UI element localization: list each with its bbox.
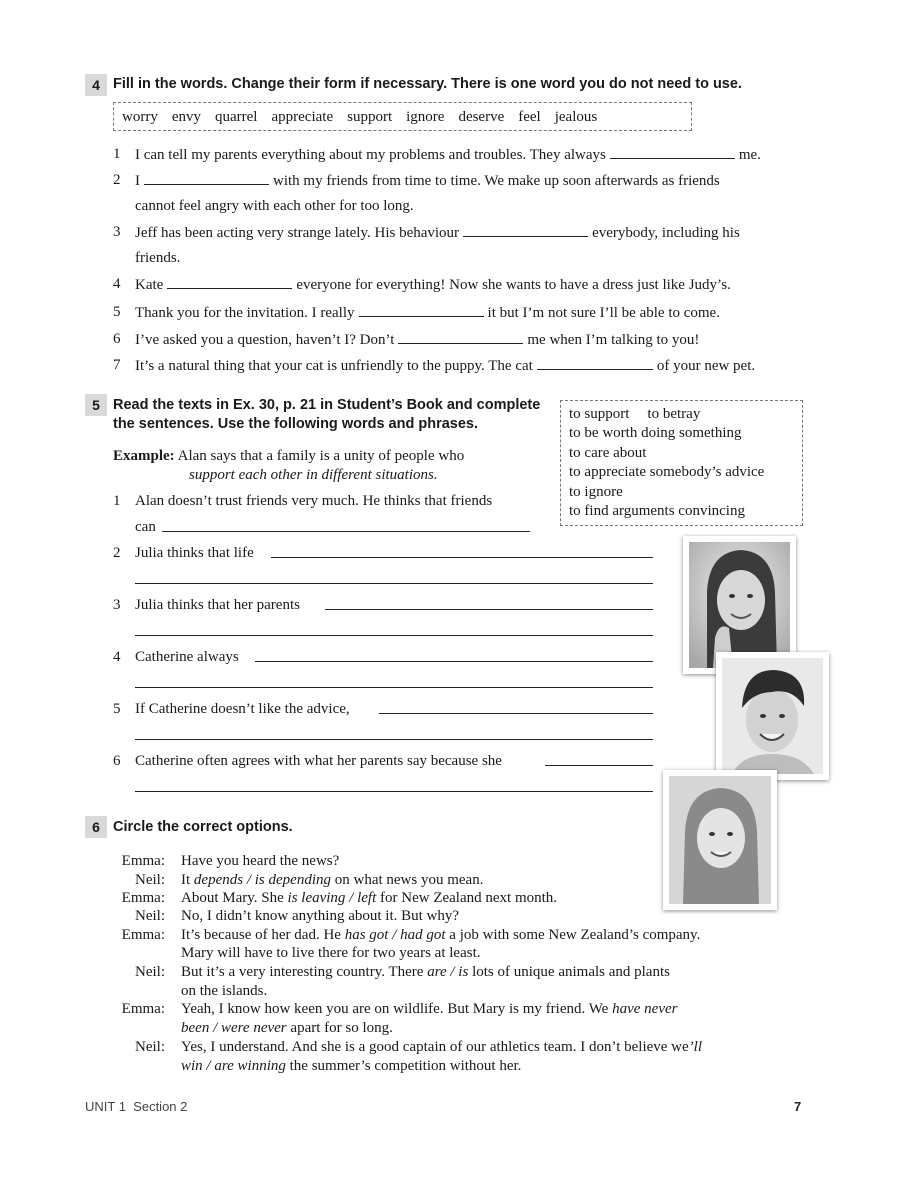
speaker-name: Emma:: [121, 890, 165, 906]
item-number: 3: [113, 597, 121, 613]
girl-2-portrait-image: [669, 776, 771, 904]
speaker-name: Neil:: [135, 964, 165, 980]
item-number: 2: [113, 545, 121, 561]
sentence-line: [135, 302, 720, 323]
dialogue-text: Yeah, I know how keen you are on wildlife. But Mary is my friend. We: [181, 1001, 613, 1017]
sentence-line: Alan doesn’t trust friends very much. He thinks that friends: [135, 493, 493, 509]
dialogue-line: [181, 963, 670, 982]
dialogue-line: [181, 1057, 521, 1076]
phrase-row: [569, 405, 764, 424]
answer-line[interactable]: [379, 713, 653, 714]
word-option: worry: [122, 109, 158, 125]
sentence-line: Catherine always: [135, 649, 239, 665]
word-option: envy: [171, 109, 201, 125]
dialogue-text: It’s because of her dad. He: [181, 927, 345, 943]
dialogue-text: for New Zealand next month.: [376, 890, 558, 906]
answer-line[interactable]: [255, 661, 653, 662]
photo-boy: [716, 652, 829, 780]
sentence-text: I can tell my parents everything about my problems and troubles. They always: [135, 147, 606, 163]
footer-unit: UNIT 1: [85, 1099, 126, 1114]
answer-line[interactable]: [271, 557, 653, 558]
photo-girl-2: [663, 770, 777, 910]
sentence-text: I’ve asked you a question, haven’t I? Don’t: [135, 332, 395, 348]
sentence-line: [135, 170, 720, 191]
item-number: 1: [113, 493, 121, 509]
dialogue-line: [181, 926, 700, 945]
girl-1-portrait-image: [689, 542, 790, 668]
answer-blank[interactable]: [610, 144, 735, 159]
phrase-option: to support: [569, 406, 630, 422]
item-number: 4: [113, 276, 121, 292]
speaker-name: Neil:: [135, 1039, 165, 1055]
answer-blank[interactable]: [359, 302, 484, 317]
sentence-line: [135, 222, 740, 243]
word-option: deserve: [458, 109, 505, 125]
exercise-5-phrase-box: [560, 400, 803, 526]
sentence-line: [135, 144, 761, 165]
example-label: Example:: [113, 448, 175, 464]
example-line-2: support each other in different situations.: [189, 467, 438, 483]
sentence-line: Julia thinks that life: [135, 545, 254, 561]
answer-line[interactable]: [135, 791, 653, 792]
word-option: appreciate: [271, 109, 334, 125]
dialogue-line: [181, 1019, 393, 1038]
dialogue-text: on what news you mean.: [330, 872, 484, 888]
dialogue-text: It: [181, 872, 194, 888]
example-line-1: Alan says that a family is a unity of people who: [177, 448, 465, 464]
sentence-text: me when I’m talking to you!: [527, 332, 700, 348]
phrase-option: to appreciate somebody’s advice: [569, 464, 765, 481]
dialogue-text: But it’s a very interesting country. There: [181, 964, 428, 980]
answer-line[interactable]: [545, 765, 653, 766]
answer-line[interactable]: [162, 531, 530, 532]
dialogue-line: [181, 982, 267, 1001]
answer-blank[interactable]: [463, 222, 588, 237]
sentence-text: I: [135, 173, 140, 189]
sentence-text: with my friends from time to time. We make up soon afterwards as friends: [273, 173, 720, 189]
exercise-4-number: 4: [85, 74, 107, 96]
item-number: 5: [113, 701, 121, 717]
page-number: 7: [794, 1099, 802, 1114]
item-number: 3: [113, 224, 121, 240]
sentence-line: [135, 329, 699, 350]
dialogue-text: Have you heard the news?: [181, 853, 340, 869]
answer-line[interactable]: [135, 583, 653, 584]
dialogue-text: No, I didn’t know anything about it. But why?: [181, 908, 460, 924]
sentence-text: it but I’m not sure I’ll be able to come.: [487, 305, 720, 321]
option-choice[interactable]: is leaving / left: [287, 890, 377, 906]
word-option: feel: [518, 109, 541, 125]
exercise-5-title-line-1: Read the texts in Ex. 30, p. 21 in Student’s Book and complete: [113, 397, 541, 413]
dialogue-line: [181, 944, 480, 963]
option-choice[interactable]: win / are winning: [181, 1058, 286, 1074]
phrase-option: to ignore: [569, 483, 623, 500]
phrase-option: to care about: [569, 444, 647, 461]
sentence-line: Julia thinks that her parents: [135, 597, 300, 613]
sentence-line: [135, 355, 755, 376]
dialogue-text: lots of unique animals and plants: [468, 964, 670, 980]
speaker-name: Emma:: [121, 1001, 165, 1017]
word-option: support: [347, 109, 393, 125]
answer-line[interactable]: [135, 635, 653, 636]
footer-unit-section: [85, 1099, 187, 1114]
word-option: jealous: [554, 109, 598, 125]
option-choice[interactable]: ’ll: [688, 1039, 703, 1055]
sentence-text: everybody, including his: [592, 225, 740, 241]
word-option: ignore: [406, 109, 445, 125]
sentence-line-continued: can: [135, 519, 156, 535]
sentence-line: If Catherine doesn’t like the advice,: [135, 701, 350, 717]
sentence-line-continued: cannot feel angry with each other for too long.: [135, 198, 414, 214]
option-choice[interactable]: depends / is depending: [193, 872, 331, 888]
phrase-option: to find arguments convincing: [569, 503, 745, 520]
answer-line[interactable]: [135, 687, 653, 688]
dialogue-line: [181, 1038, 702, 1057]
sentence-text: everyone for everything! Now she wants to have a dress just like Judy’s.: [296, 277, 731, 293]
boy-portrait-image: [722, 658, 823, 774]
item-number: 5: [113, 304, 121, 320]
speaker-name: Neil:: [135, 872, 165, 888]
dialogue-line: [181, 1000, 677, 1019]
phrase-option: to betray: [647, 406, 701, 422]
item-number: 4: [113, 649, 121, 665]
item-number: 6: [113, 753, 121, 769]
answer-line[interactable]: [135, 739, 653, 740]
exercise-6-title: Circle the correct options.: [113, 819, 293, 835]
dialogue-text: a job with some New Zealand’s company.: [445, 927, 701, 943]
answer-blank[interactable]: [537, 355, 653, 370]
dialogue-line: [181, 871, 483, 890]
sentence-line: [135, 274, 731, 295]
answer-blank[interactable]: [167, 274, 292, 289]
speaker-name: Emma:: [121, 853, 165, 869]
option-choice[interactable]: have never: [612, 1001, 678, 1017]
sentence-text: Thank you for the invitation. I really: [135, 305, 355, 321]
answer-line[interactable]: [325, 609, 653, 610]
exercise-5-number: 5: [85, 394, 107, 416]
word-option: quarrel: [215, 109, 258, 125]
sentence-line-continued: friends.: [135, 250, 181, 266]
phrase-option: to be worth doing something: [569, 425, 742, 442]
option-choice[interactable]: has got / had got: [344, 927, 446, 943]
exercise-4-word-box: [113, 102, 692, 131]
option-choice[interactable]: are / is: [427, 964, 469, 980]
dialogue-text: Yes, I understand. And she is a good captain of our athletics team. I don’t believe we: [181, 1039, 689, 1055]
dialogue-text: About Mary. She: [181, 890, 288, 906]
item-number: 6: [113, 331, 121, 347]
footer-section: Section 2: [133, 1099, 188, 1114]
item-number: 7: [113, 357, 121, 373]
dialogue-text: apart for so long.: [286, 1020, 393, 1036]
dialogue-text: the summer’s competition without her.: [285, 1058, 522, 1074]
exercise-6-number: 6: [85, 816, 107, 838]
exercise-4-title: Fill in the words. Change their form if necessary. There is one word you do not need to use.: [113, 76, 742, 92]
speaker-name: Neil:: [135, 908, 165, 924]
sentence-text: Kate: [135, 277, 164, 293]
exercise-5-title-line-2: the sentences. Use the following words and phrases.: [113, 416, 478, 432]
sentence-line: Catherine often agrees with what her parents say because she: [135, 753, 502, 769]
dialogue-line: [181, 889, 557, 908]
speaker-name: Emma:: [121, 927, 165, 943]
sentence-text: me.: [738, 147, 761, 163]
answer-blank[interactable]: [398, 329, 523, 344]
item-number: 1: [113, 146, 121, 162]
dialogue-line: [181, 907, 459, 926]
sentence-text: Jeff has been acting very strange lately. His behaviour: [135, 225, 460, 241]
item-number: 2: [113, 172, 121, 188]
option-choice[interactable]: been / were never: [181, 1020, 287, 1036]
sentence-text: It’s a natural thing that your cat is unfriendly to the puppy. The cat: [135, 358, 533, 374]
dialogue-text: on the islands.: [181, 983, 268, 999]
sentence-text: of your new pet.: [656, 358, 756, 374]
dialogue-text: Mary will have to live there for two years at least.: [181, 945, 481, 961]
dialogue-line: [181, 852, 339, 871]
answer-blank[interactable]: [144, 170, 269, 185]
